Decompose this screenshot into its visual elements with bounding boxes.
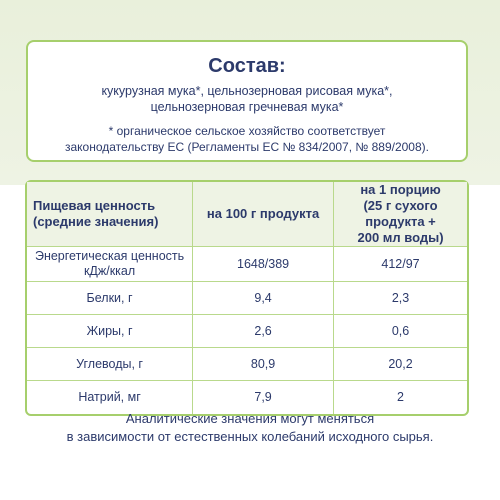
ingredients-line: цельнозерновая гречневая мука* — [150, 100, 344, 114]
composition-footnote — [28, 123, 466, 155]
row-label-line: Энергетическая ценность — [34, 249, 185, 263]
table-header-row — [27, 182, 467, 247]
row-label-line: кДж/ккал — [83, 264, 136, 278]
header-per-100g: на 100 г продукта — [193, 182, 334, 247]
row-label: Жиры, г — [27, 315, 193, 348]
row-value-per-portion: 20,2 — [334, 348, 467, 381]
row-value-per100: 9,4 — [193, 282, 334, 315]
footnote-line: * органическое сельское хозяйство соответствует — [108, 124, 386, 138]
header-line: на 1 порцию — [360, 182, 441, 197]
table-row — [27, 348, 467, 381]
ingredients-line: кукурузная мука*, цельнозерновая рисовая мука*, — [101, 84, 393, 98]
header-line: Пищевая ценность — [33, 198, 156, 213]
footnote-line: законодательству ЕС (Регламенты ЕС № 834/2007, № 889/2008). — [65, 140, 429, 154]
row-value-per-portion: 0,6 — [334, 315, 467, 348]
row-value-per-portion: 2 — [397, 390, 404, 404]
footer-line: Аналитические значения могут меняться — [125, 411, 375, 426]
header-line: (средние значения) — [33, 214, 159, 229]
row-label: Углеводы, г — [27, 348, 193, 381]
footer-note — [0, 410, 500, 446]
table-row — [27, 315, 467, 348]
row-value-per100: 1648/389 — [193, 247, 334, 282]
composition-ingredients — [28, 83, 466, 115]
composition-title: Состав: — [208, 55, 286, 77]
header-nutritional-value — [27, 182, 193, 247]
row-label: Белки, г — [27, 282, 193, 315]
row-label — [27, 247, 193, 282]
row-value-per100: 80,9 — [193, 348, 334, 381]
row-value-per100: 7,9 — [193, 381, 334, 414]
row-value-per-portion: 2,3 — [334, 282, 467, 315]
table-row — [27, 247, 467, 282]
table-row — [27, 282, 467, 315]
composition-box — [26, 40, 468, 162]
header-per-portion — [334, 182, 467, 247]
footer-line: в зависимости от естественных колебаний исходного сырья. — [66, 429, 434, 444]
row-value-per100: 2,6 — [193, 315, 334, 348]
nutrition-table — [25, 180, 469, 416]
header-line: продукта + — [365, 214, 436, 229]
header-line: 200 мл воды) — [357, 230, 444, 245]
row-value-per-portion: 412/97 — [334, 247, 467, 282]
header-line: (25 г сухого — [363, 198, 438, 213]
row-label: Натрий, мг — [27, 381, 193, 414]
